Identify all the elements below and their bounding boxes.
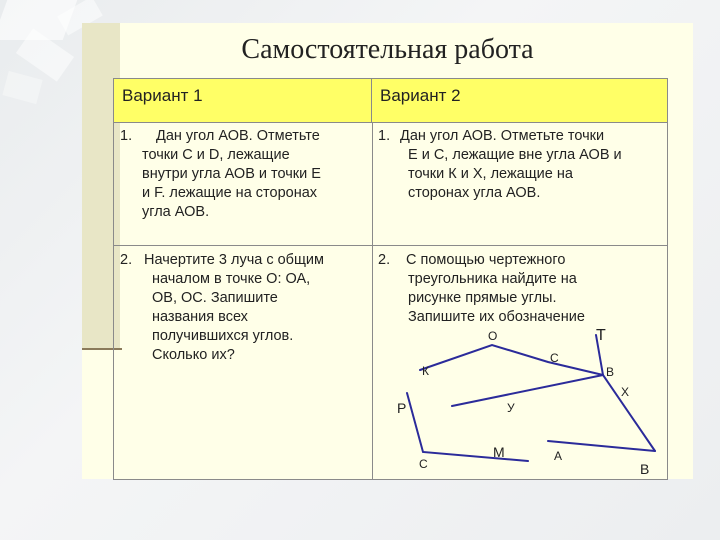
table-bottom-border: [114, 479, 667, 480]
point-label-y: У: [507, 401, 515, 415]
task-number: 1.: [378, 128, 391, 144]
task-line: угла АОВ.: [142, 204, 210, 220]
task-line: Начертите 3 луча с общим: [144, 252, 324, 268]
column-divider: [372, 122, 373, 480]
task-table: [113, 78, 668, 480]
point-label-a: А: [554, 449, 563, 463]
task-line: получившихся углов.: [152, 328, 294, 344]
task-line: и F. лежащие на сторонах: [142, 185, 318, 201]
task-line: Сколько их?: [152, 347, 235, 363]
task-line: рисунке прямые углы.: [408, 290, 557, 306]
row-divider: [114, 245, 667, 246]
task-line: Дан угол АОВ. Отметьте: [156, 128, 320, 144]
point-label-t: Т: [596, 327, 606, 344]
decorative-shape: [2, 71, 42, 104]
task-number: 2.: [378, 252, 391, 268]
task-line: названия всех: [152, 309, 248, 325]
point-label-b-right: В: [606, 365, 615, 379]
point-label-m: М: [493, 444, 505, 460]
task-line: точки С и D, лежащие: [142, 147, 290, 163]
task-line: точки К и Х, лежащие на: [408, 166, 573, 182]
column-header-variant-1: Вариант 1: [114, 78, 372, 123]
task-line: ОВ, ОС. Запишите: [152, 290, 278, 306]
task-line: внутри угла АОВ и точки Е: [142, 166, 321, 182]
point-label-p: Р: [397, 400, 407, 416]
task-line: С помощью чертежного: [406, 252, 566, 268]
task-line: треугольника найдите на: [408, 271, 577, 287]
task-line: сторонах угла АОВ.: [408, 185, 541, 201]
point-label-o: О: [488, 329, 498, 343]
task-line: Запишите их обозначение: [408, 309, 585, 325]
point-label-c-top: С: [550, 351, 559, 365]
point-label-c-bottom: С: [419, 457, 428, 471]
task-line: началом в точке О: ОА,: [152, 271, 311, 287]
point-label-x: Х: [621, 385, 630, 399]
point-label-b-bottom: В: [640, 461, 650, 477]
page-title: Самостоятельная работа: [241, 34, 534, 65]
column-header-variant-2: Вариант 2: [372, 78, 667, 123]
task-line: Е и С, лежащие вне угла АОВ и: [408, 147, 622, 163]
point-label-k: К: [422, 364, 429, 378]
task-line: Дан угол АОВ. Отметьте точки: [400, 128, 605, 144]
task-number: 1.: [120, 128, 133, 144]
task-number: 2.: [120, 252, 133, 268]
